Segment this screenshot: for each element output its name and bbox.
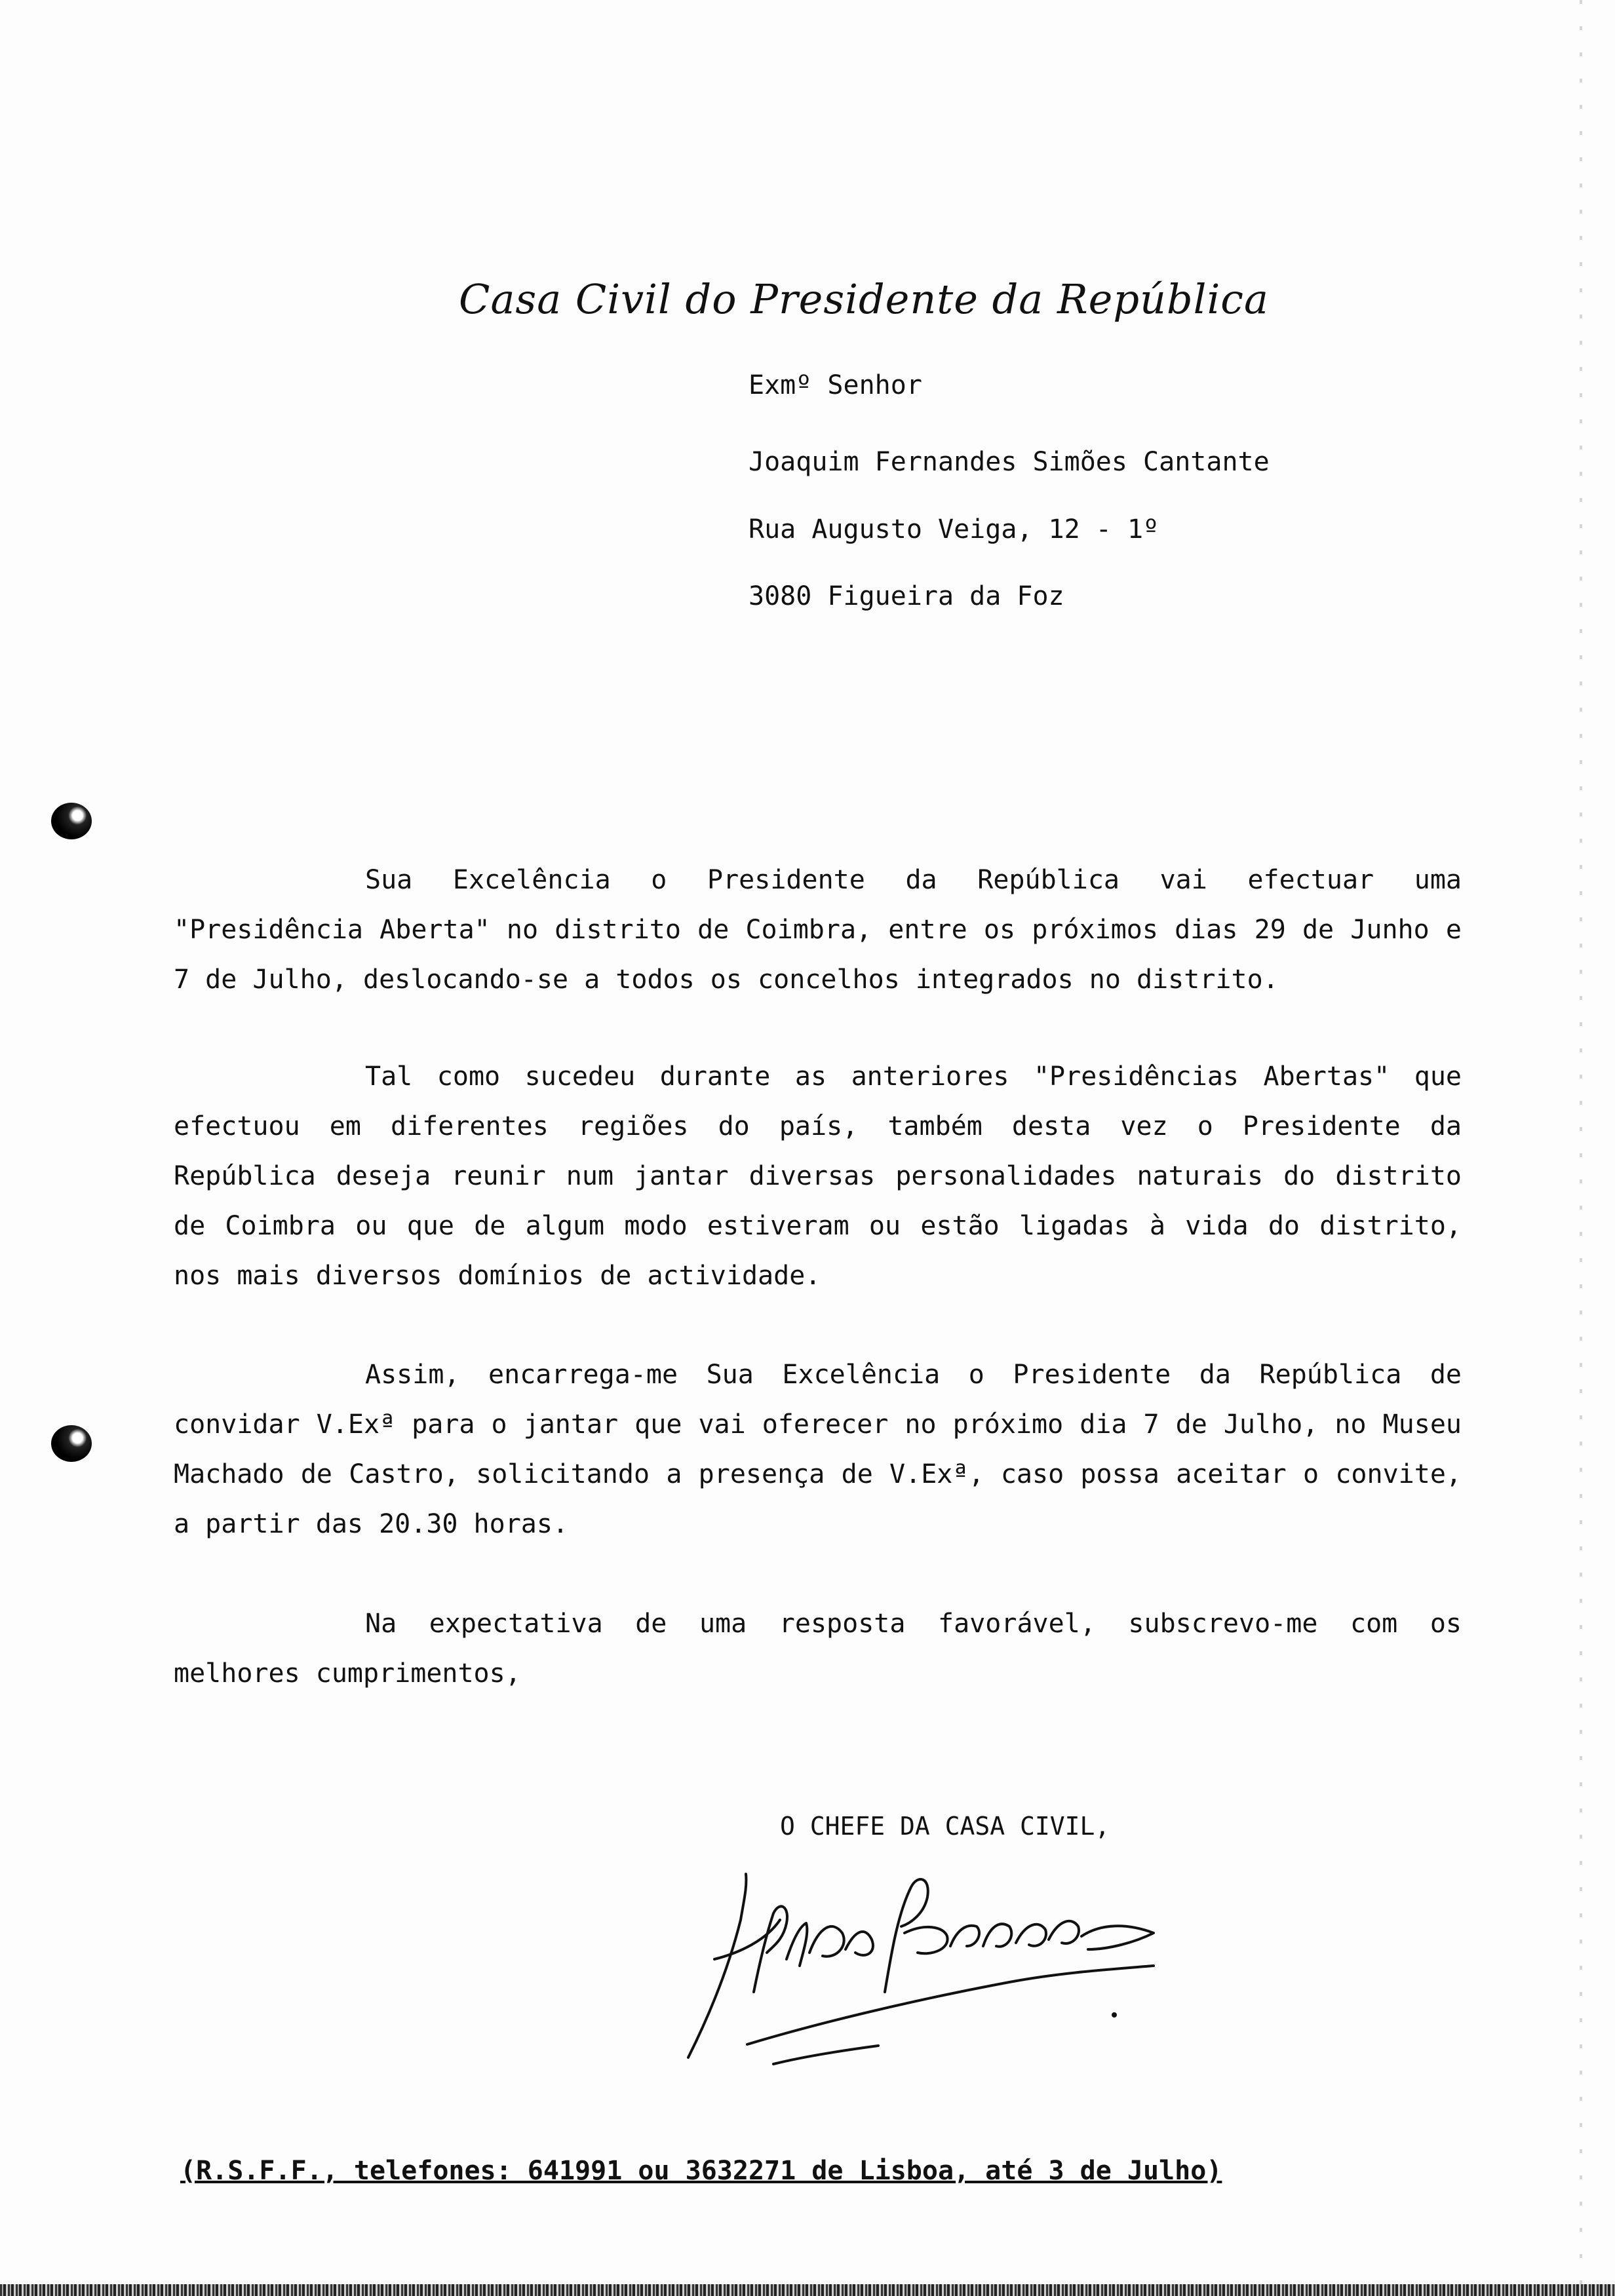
scan-bottom-edge: [0, 2284, 1615, 2296]
recipient-name: Joaquim Fernandes Simões Cantante: [749, 447, 1270, 477]
scan-side-mark: [1580, 0, 1582, 2287]
footer-rsvp-note: (R.S.F.F., telefones: 641991 ou 3632271 de Lisboa, até 3 de Julho): [180, 2156, 1222, 2186]
punch-hole-top: [51, 803, 92, 839]
body-paragraph-3: Assim, encarrega-me Sua Excelência o Presidente da República de convidar V.Exª para o jantar que vai oferecer no próximo dia 7 de Julho, no Museu Machado de Castro, solicitando a presença de V.Exª, caso possa aceitar o convite, a partir das 20.30 horas.: [174, 1360, 1462, 1539]
body-paragraph-4: Na expectativa de uma resposta favorável, subscrevo-me com os melhores cumprimentos,: [174, 1609, 1462, 1689]
punch-hole-bottom: [51, 1425, 92, 1462]
recipient-salutation: Exmº Senhor: [749, 370, 922, 400]
recipient-street: Rua Augusto Veiga, 12 - 1º: [749, 514, 1159, 545]
handwritten-signature: [669, 1861, 1193, 2077]
body-paragraph-2: Tal como sucedeu durante as anteriores "Presidências Abertas" que efectuou em diferentes regiões do país, também desta vez o Presidente da República deseja reunir num jantar diversas personalidades naturais do distrito de Coimbra ou que de algum modo estiveram ou estão ligadas à vida do distrito, nos mais diversos domínios de actividade.: [174, 1062, 1462, 1291]
body-paragraph-1: Sua Excelência o Presidente da República vai efectuar uma "Presidência Aberta" no distrito de Coimbra, entre os próximos dias 29 de Junho e 7 de Julho, deslocando-se a todos os concelhos integrados no distrito.: [174, 865, 1462, 995]
closing-title: O CHEFE DA CASA CIVIL,: [780, 1812, 1110, 1841]
recipient-city: 3080 Figueira da Foz: [749, 581, 1064, 611]
letterhead: Casa Civil do Presidente da República: [459, 275, 1269, 323]
